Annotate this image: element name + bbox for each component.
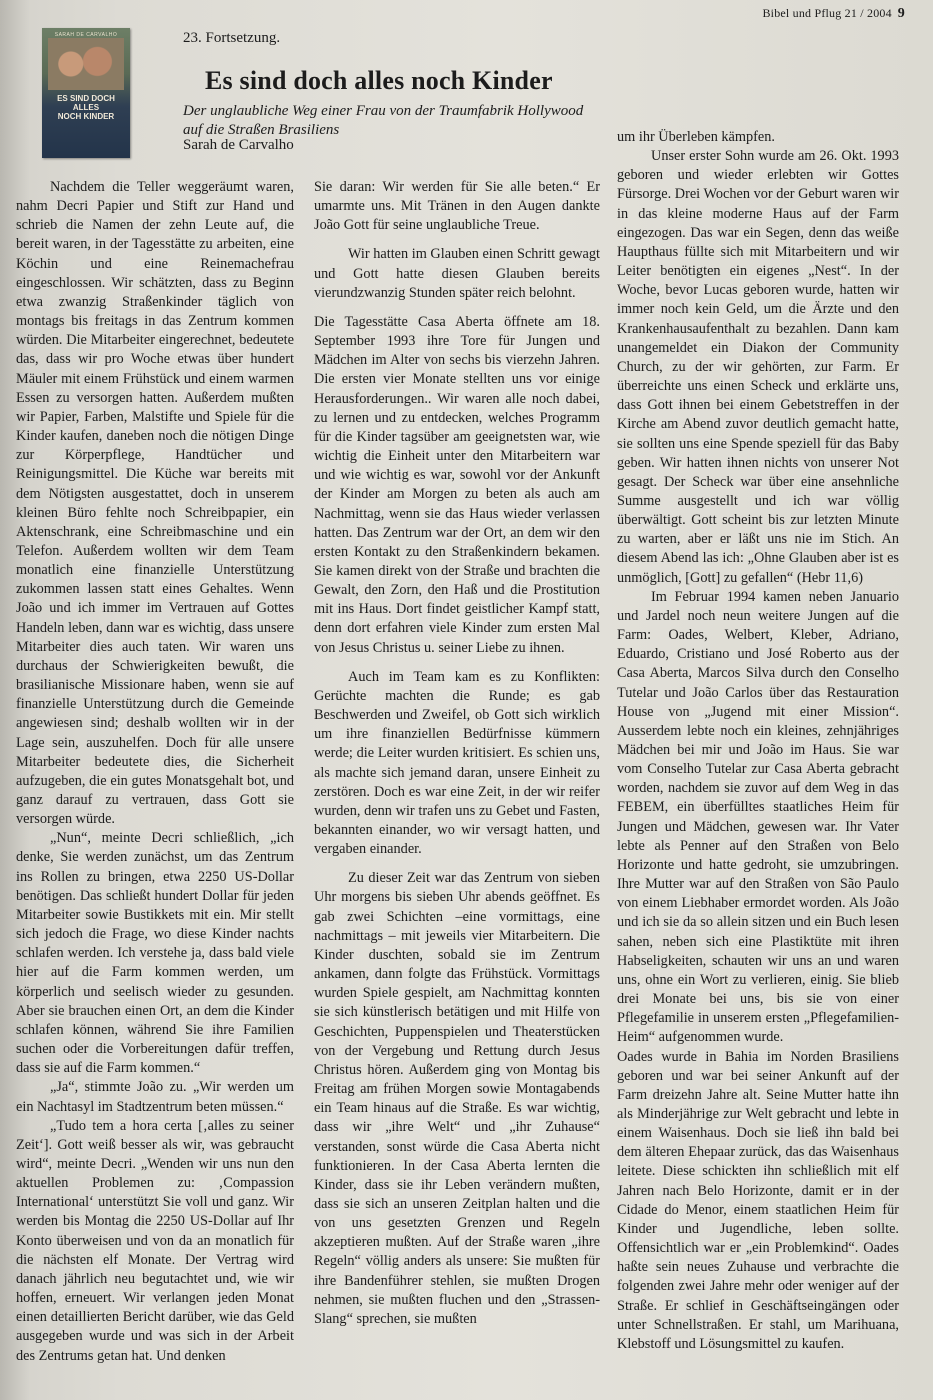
book-cover-image <box>42 28 130 158</box>
cover-title-line2: NOCH KINDER <box>57 112 115 121</box>
running-header <box>762 6 905 22</box>
paragraph: Sie daran: Wir werden für Sie alle beten.“ Er umarmte uns. Mit Tränen in den Augen dankte João Gott für seine unglaubliche Treue. <box>314 179 600 234</box>
cover-author: SARAH DE CARVALHO <box>54 32 118 38</box>
paragraph: Nachdem die Teller weggeräumt waren, nahm Decri Papier und Stift zur Hand und schrieb die Namen der zehn Leute auf, die bereit waren, in der Tagesstätte zu arbeiten, eine Köchin und eine Reinemachefrau eingeschlossen. Wir schätzten, dass zu Beginn etwa zwanzig Straßenkinder täglich von montags bis freitags in das Zentrum kommen würden. Die Mitarbeiter eingerechnet, bedeutete das, dass wir pro Woche etwas über hundert Mäuler mit einem Frühstück und einem warmen Essen zu versorgen hatten. Außerdem mußten wir Papier, Farben, Malstifte und Spiele für die Kinder kaufen, daneben noch die nötigen Dinge zur Körperpflege, Handtücher und Reinigungsmittel. Die Küche war bereits mit dem Nötigsten ausgestattet, doch in unserem kleinen Büro fehlte noch Schreibpapier, ein Aktenschrank, eine Schreibmaschine und ein Telefon. Außerdem wollten wir dem Team monatlich eine finanzielle Unterstützung zukommen lassen statt eines Gehaltes. Wenn João und ich immer im Vertrauen auf Gottes Handeln leben, dann war es wichtig, dass unsere Mitarbeiter dies auch taten. Wir waren uns durchaus der Schwierigkeiten bewußt, die brasilianische Missionare haben, wenn sie auf finanzielle Unterstützung durch die Gemeinde angewiesen sind; deshalb wollten wir in der Lage sein, auszuhelfen. Doch für alle unsere Mitarbeiter bedeutete dies, die Sicherheit aufzugeben, die ein gutes Monatsgehalt bot, und ganz darauf zu vertrauen, dass Gott sie versorgen würde. <box>16 179 294 828</box>
paragraph: Die Tagesstätte Casa Aberta öffnete am 18. September 1993 ihre Tore für Jungen und Mädchen im Alter von sechs bis vierzehn Jahren. Die ersten vier Monate stellten uns vor einige Herausforderungen.. Wir waren alle noch dabei, zu lernen und zu entdecken, welches Programm für die Kinder tagsüber am geeignetsten war, wie wichtig die Einheit unter den Mitarbeitern war und wie wichtig es war, sowohl vor der Ankunft der Kinder am Morgen zu beten als auch am Nachmittag, wenn sie das Haus wieder verlassen hatten. Das Zentrum war der Ort, an dem wir den ersten Kontakt zu den Straßenkindern bekamen. Sie kamen direkt von der Straße und brachten die Gewalt, den Zorn, den Haß und die Prostitution mit ins Haus. Dort findet geistlicher Kampf statt, denn dort erfahren viele Kinder zum ersten Mal von Jesus Christus u. seiner Liebe zu ihnen. <box>314 313 600 656</box>
paragraph: um ihr Überleben kämpfen. <box>617 129 776 145</box>
article-subtitle: Der unglaubliche Weg einer Frau von der Traumfabrik Hollywood auf die Straßen Brasiliens <box>183 103 584 138</box>
installment-label: 23. Fortsetzung. <box>183 30 281 46</box>
paragraph: „Ja“, stimmte João zu. „Wir werden um ein Nachtasyl im Stadtzentrum beten müssen.“ <box>16 1079 294 1115</box>
cover-title <box>46 94 126 121</box>
paragraph: Im Februar 1994 kamen neben Januario und Jardel noch neun weitere Jungen auf die Farm: Oades, Welbert, Kleber, Adriano, Eduardo, Cristiano und José Roberto aus der Casa Aberta, Marcos Silva durch den Conselho Tutelar und João Carlos über das Restauration House von „Jugend mit einer Mission“. Ausserdem lebte noch ein kleines, zehnjähriges Mädchen bei mir und João im Haus. Sie war vom Conselho Tutelar zur Casa Aberta gebracht worden, nachdem sie zuvor auf dem Weg in das FEBEM, ein überfülltes staatliches Heim für Jungen und Mädchen, gewesen war. Ihr Vater lebte als Penner auf den Straßen von Belo Horizonte und hatte gedroht, sie umzubringen. Ihre Mutter war auf den Straßen von São Paulo von einem Liebhaber ermordet worden. Als João und ich sie da so allein sitzen und ein Buch lesen sahen, neben sich eine Plastiktüte mit ihren Habseligkeiten, schauten wir uns an und waren uns, ohne ein Wort zu verlieren, einig. Sie blieb drei Monate bei uns, bis sie von einer Pflegefamilie in unserem ersten „Pflegefamilien-Heim“ aufgenommen wurde. <box>617 588 899 1046</box>
cover-title-line1: ES SIND DOCH ALLES <box>57 94 115 112</box>
paragraph: Unser erster Sohn wurde am 26. Okt. 1993 geboren und wieder erlebten wir Gottes Fürsorge. Drei Wochen vor der Geburt waren wir in das kleine moderne Haus auf der Farm eingezogen. Das war ein Segen, denn das weiße Haupthaus füllte sich mit Mitarbeitern und wir Leiter benötigten ein eigenes „Nest“. In der Woche, bevor Lucas geboren wurde, hatten wir immer noch kein Geld, um die Ärzte und den Krankenhausaufenthalt zu bezahlen. Dann kam unangemeldet ein Diakon der Community Church, zu der wir gehörten, zur Farm. Er überreichte uns einen Scheck und erklärte uns, dass Gott ihnen bei einem Gebetstreffen in der Kirche am Abend zuvor deutlich gemacht hatte, sie sollten uns eine Spende speziell für das Baby geben. Wir hatten ihnen nichts von unserer Not gesagt. Der Scheck war über eine ansehnliche Summe ausgestellt und ich war völlig überwältigt. Gott scheint bis zur letzten Minute zu warten, aber er läßt uns nie im Stich. An diesem Abend las ich: „Ohne Glauben aber ist es unmöglich, [Gott] zu gefallen“ (Hebr 11,6) <box>617 148 899 586</box>
paragraph: Auch im Team kam es zu Konflikten: Gerüchte machten die Runde; es gab Beschwerden und Zweifel, ob Gott sich wirklich um ihre finanziellen Bedürfnisse kümmern werde; die Leiter wurden kritisiert. Es schien uns, als machte sich jemand daran, unsere Einheit zu zerstören. Doch es war eine Zeit, in der wir reifer wurden, denn wir trafen uns zu Gebet und Fasten, bekannten einander, wo wir versagt hatten, und vergaben einander. <box>314 668 600 858</box>
page-number: 9 <box>897 6 905 21</box>
text-column-2 <box>314 178 600 1329</box>
paragraph: Oades wurde in Bahia im Norden Brasiliens geboren und war bei seiner Ankunft auf der Farm dreizehn Jahre alt. Seine Mutter hatte ihn als Minderjährige zur Welt gebracht und lebte in einem Waisenhaus. Doch sie ließ ihn bald bei dem älteren Ehepaar zurück, das das Waisenhaus leitete. Diese schickten ihn schließlich mit elf Jahren nach Belo Horizonte, damit er in der Cidade do Menor, einem staatlichen Heim für Kinder und Jugendliche, leben sollte. Offensichtlich war er „ein Problemkind“. Oades haßte sein neues Zuhause und verbrachte die folgenden zwei Jahre mehr oder weniger auf der Straße. Er schlief in Geschäftseingängen oder unter Schnellstraßen. Er stahl, um Marihuana, Klebstoff und Lösungsmittel zu kaufen. <box>617 1048 899 1352</box>
text-column-1 <box>16 178 294 1366</box>
article-title: Es sind doch alles noch Kinder <box>205 66 553 95</box>
paragraph: Wir hatten im Glauben einen Schritt gewagt und Gott hatte diesen Glauben bereits vierundzwanzig Stunden später reich belohnt. <box>314 246 600 301</box>
paragraph: „Tudo tem a hora certa [‚alles zu seiner Zeit‘]. Gott weiß besser als wir, was gebraucht wird“, meinte Decri. „Wenden wir uns nun den aktuellen Problemen zu: ‚Compassion International‘ unterstützt Sie voll und ganz. Wir werden bis Montag die 2250 US-Dollar auf Ihr Konto überweisen und von da an monatlich für die nächsten elf Monate. Der Vertrag wird danach jährlich neu begutachtet und, wie wir hoffen, erneuert. Wir verlangen jeden Monat einen detaillierten Bericht darüber, wie das Geld ausgegeben wurde und was sich in der Arbeit des Zentrums getan hat. Und denken <box>16 1117 294 1364</box>
article-author: Sarah de Carvalho <box>183 137 294 153</box>
paragraph: Zu dieser Zeit war das Zentrum von sieben Uhr morgens bis sieben Uhr abends geöffnet. Es gab zwei Schichten –eine vormittags, eine nachmittags – mit jeweils vier Mitarbeitern. Die Kinder duschten, sobald sie im Zentrum ankamen, dann folgte das Frühstück. Vormittags wurden Spiele gespielt, am Nachmittag konnten sie sich künstlerisch betätigen und mit Hilfe von Geschichten, Puppenspielen und Theaterstücken von der Vergebung und Rettung durch Jesus Christus hören. Außerdem ging von Montag bis Freitag am frühen Morgen sowie Montagabends ein Team hinaus auf die Straße. Es war wichtig, dass wir „ihre Welt“ und „ihr Zuhause“ verstanden, sonst würde die Casa Aberta nicht funktionieren. In der Casa Aberta lernten die Kinder, dass sie ihr Leben verändern mußten, dass sie sich an unseren Zeitplan halten und die von uns gesetzten Grenzen und Regeln akzeptieren mußten. Auf der Straße waren „ihre Regeln“ völlig anders als unsere: Sie mußten für ihre Bandenführer stehlen, sie mußten Drogen nehmen, sie mußten fluchen und den „Strassen-Slang“ sprechen, sie mußten <box>314 870 600 1327</box>
paragraph: „Nun“, meinte Decri schließlich, „ich denke, Sie werden zunächst, um das Zentrum ins Rollen zu bringen, etwa 2250 US-Dollar benötigen. Das schließt hundert Dollar für jeden Mitarbeiter sowie Bustikkets mit ein. Mir stellt sich jedoch die Frage, wo diese Kinder nachts schlafen werden. Ich verstehe ja, dass bald viele hier auf die Farm kommen werden, um körperlich und seelisch wieder zu gesunden. Aber sie brauchen einen Ort, an dem die Kinder schlafen können, während Sie ihre Familien suchen oder die Vorbereitungen dafür treffen, dass sie auf die Farm kommen.“ <box>16 830 294 1077</box>
text-column-3 <box>617 128 899 1354</box>
cover-photo <box>48 38 124 90</box>
magazine-issue: Bibel und Pflug 21 / 2004 <box>762 6 892 20</box>
